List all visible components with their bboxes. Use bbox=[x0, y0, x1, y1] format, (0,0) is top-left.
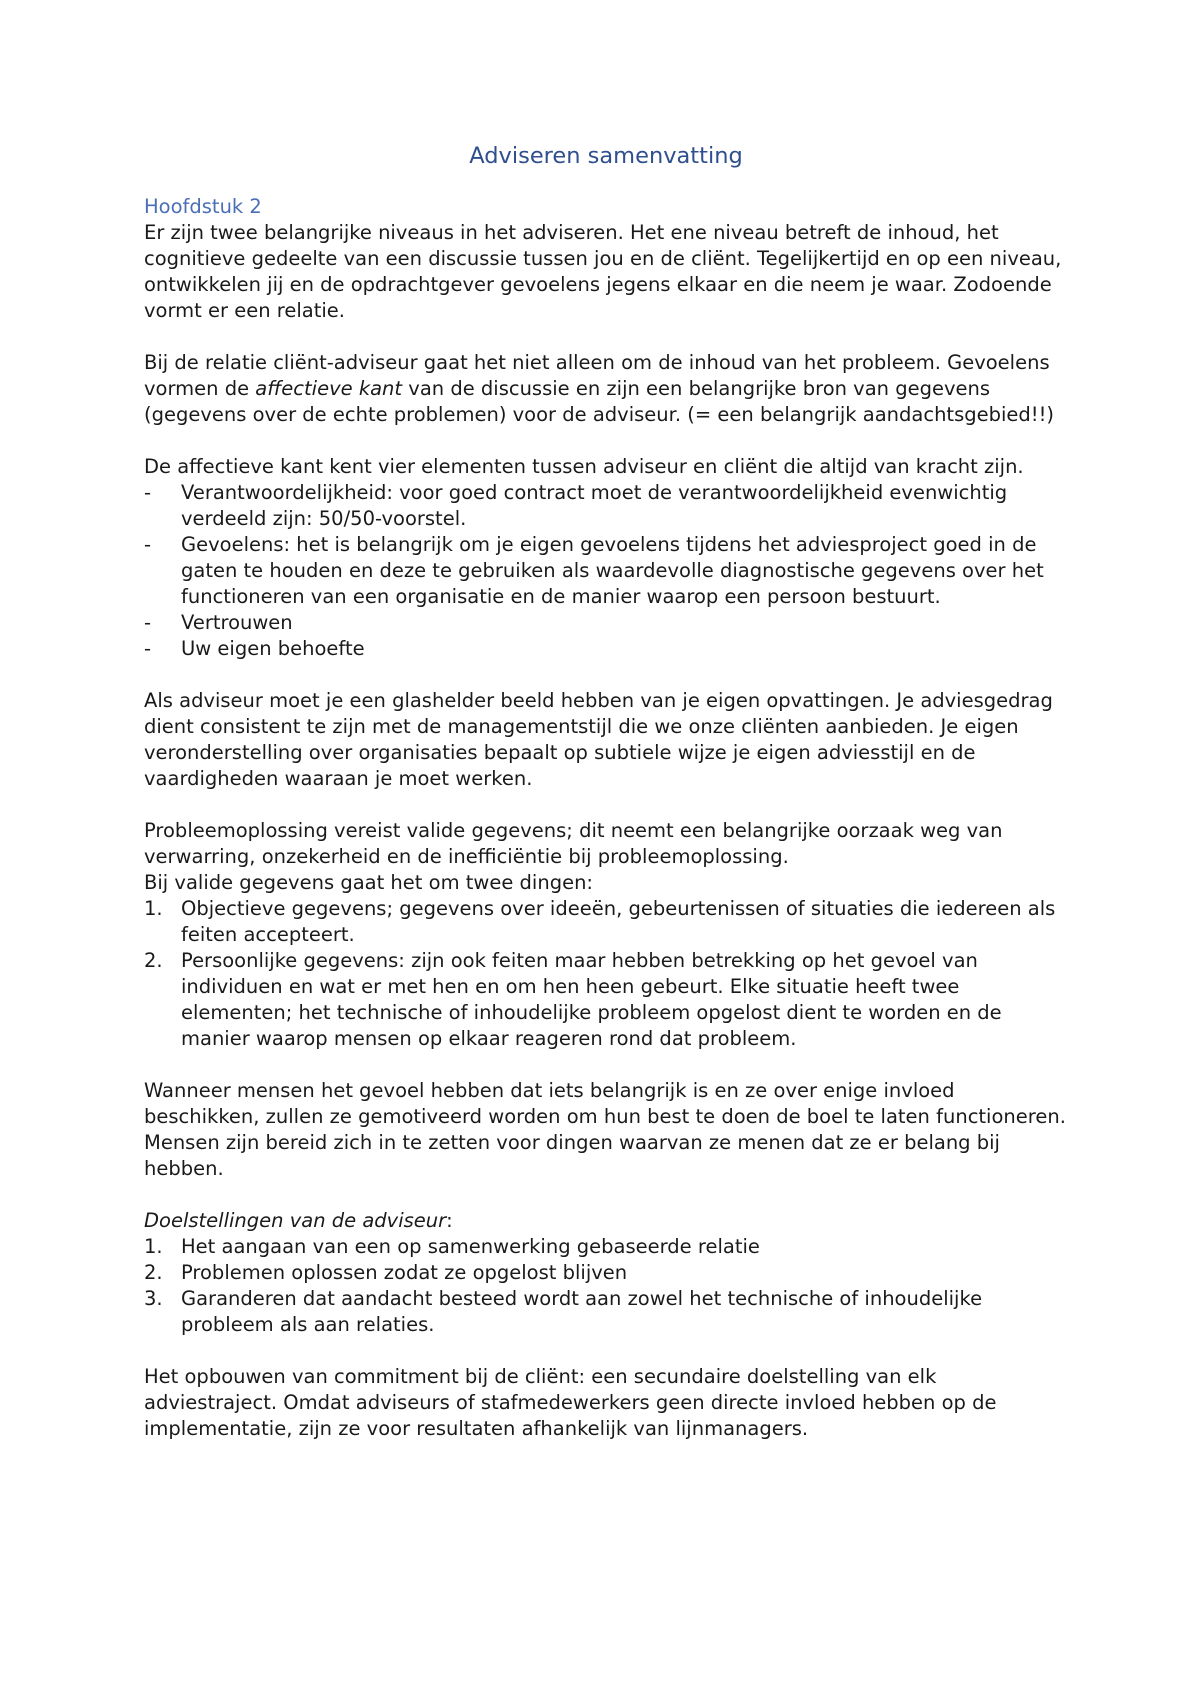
list-item bbox=[144, 532, 1068, 610]
list-item bbox=[144, 1286, 1068, 1338]
list-item-text: Het aangaan van een op samenwerking gebaseerde relatie bbox=[181, 1235, 760, 1258]
list-item-text: Persoonlijke gegevens: zijn ook feiten maar hebben betrekking op het gevoel van individuen en wat er met hen en om hen heen gebeurt. Elke situatie heeft twee elementen; het technische of inhoudelijke probleem opgelost dient te worden en de manier waarop mensen op elkaar reageren rond dat probleem. bbox=[181, 949, 1002, 1050]
goals-heading bbox=[144, 1208, 1068, 1234]
list-item bbox=[144, 948, 1068, 1052]
bullet-marker: - bbox=[144, 533, 152, 556]
paragraph-two-things: Bij valide gegevens gaat het om twee dingen: bbox=[144, 871, 594, 894]
list-item-text: Gevoelens: het is belangrijk om je eigen gevoelens tijdens het adviesproject goed in de gaten te houden en deze te gebruiken als waardevolle diagnostische gegevens over het functioneren van een organisatie en de manier waarop een persoon bestuurt. bbox=[181, 533, 1044, 608]
text-run: Bij de relatie cliënt-adviseur gaat het niet alleen om de inhoud van het probleem. Gevoelens vormen de bbox=[144, 351, 1050, 400]
paragraph-commitment: Het opbouwen van commitment bij de cliënt: een secundaire doelstelling van elk adviestraject. Omdat adviseurs of stafmedewerkers geen directe invloed hebben op de implementatie, zijn ze voor resultaten afhankelijk van lijnmanagers. bbox=[144, 1365, 997, 1440]
list-item-text: Vertrouwen bbox=[181, 611, 293, 634]
goals-colon: : bbox=[446, 1209, 453, 1232]
list-item-text: Garanderen dat aandacht besteed wordt aan zowel het technische of inhoudelijke probleem als aan relaties. bbox=[181, 1287, 983, 1336]
list-item bbox=[144, 896, 1068, 948]
data-types-numbered-list bbox=[144, 896, 1068, 1052]
number-marker: 3. bbox=[144, 1287, 163, 1310]
document-body bbox=[144, 140, 1068, 1442]
spacer bbox=[144, 662, 1068, 688]
number-marker: 2. bbox=[144, 1261, 163, 1284]
spacer bbox=[144, 1182, 1068, 1208]
paragraph-advisor-views: Als adviseur moet je een glashelder beeld hebben van je eigen opvattingen. Je adviesgedrag dient consistent te zijn met de managementstijl die we onze cliënten aanbieden. Je eigen veronderstelling over organisaties bepaalt op subtiele wijze je eigen adviesstijl en de vaardigheden waaraan je moet werken. bbox=[144, 689, 1053, 790]
document-title: Adviseren samenvatting bbox=[469, 143, 743, 169]
text-run: van de discussie en zijn een belangrijke bron van gegevens (gegevens over de echte problemen) voor de adviseur. (= een belangrijk aandachtsgebied!!) bbox=[144, 377, 1055, 426]
list-item-text: Problemen oplossen zodat ze opgelost blijven bbox=[181, 1261, 628, 1284]
list-item bbox=[144, 636, 1068, 662]
number-marker: 1. bbox=[144, 897, 163, 920]
number-marker: 2. bbox=[144, 949, 163, 972]
spacer bbox=[144, 428, 1068, 454]
paragraph-valid-data: Probleemoplossing vereist valide gegevens; dit neemt een belangrijke oorzaak weg van verwarring, onzekerheid en de inefficiëntie bij probleemoplossing. bbox=[144, 819, 1003, 868]
emphasis-affective-side: affectieve kant bbox=[255, 377, 403, 400]
goals-numbered-list bbox=[144, 1234, 1068, 1338]
list-item bbox=[144, 480, 1068, 532]
bullet-marker: - bbox=[144, 481, 152, 504]
spacer bbox=[144, 792, 1068, 818]
spacer bbox=[144, 324, 1068, 350]
elements-bullet-list bbox=[144, 480, 1068, 662]
bullet-marker: - bbox=[144, 637, 152, 660]
number-marker: 1. bbox=[144, 1235, 163, 1258]
chapter-heading: Hoofdstuk 2 bbox=[144, 195, 262, 218]
list-item bbox=[144, 610, 1068, 636]
list-item-text: Uw eigen behoefte bbox=[181, 637, 365, 660]
list-item-text: Verantwoordelijkheid: voor goed contract moet de verantwoordelijkheid evenwichtig verdeeld zijn: 50/50-voorstel. bbox=[181, 481, 1008, 530]
bullet-marker: - bbox=[144, 611, 152, 634]
paragraph-relation bbox=[144, 350, 1068, 428]
paragraph-levels: Er zijn twee belangrijke niveaus in het adviseren. Het ene niveau betreft de inhoud, het cognitieve gedeelte van een discussie tussen jou en de cliënt. Tegelijkertijd en op een niveau, ontwikkelen jij en de opdrachtgever gevoelens jegens elkaar en die neem je waar. Zodoende vormt er een relatie. bbox=[144, 221, 1062, 322]
list-item bbox=[144, 1260, 1068, 1286]
paragraph-motivation: Wanneer mensen het gevoel hebben dat iets belangrijk is en ze over enige invloed beschikken, zullen ze gemotiveerd worden om hun best te doen de boel te laten functioneren. Mensen zijn bereid zich in te zetten voor dingen waarvan ze menen dat ze er belang bij hebben. bbox=[144, 1079, 1066, 1180]
spacer bbox=[144, 1052, 1068, 1078]
paragraph-four-elements: De affectieve kant kent vier elementen tussen adviseur en cliënt die altijd van kracht zijn. bbox=[144, 455, 1024, 478]
goals-label: Doelstellingen van de adviseur bbox=[144, 1209, 447, 1232]
spacer bbox=[144, 1338, 1068, 1364]
list-item-text: Objectieve gegevens; gegevens over ideeën, gebeurtenissen of situaties die iedereen als feiten accepteert. bbox=[181, 897, 1056, 946]
list-item bbox=[144, 1234, 1068, 1260]
